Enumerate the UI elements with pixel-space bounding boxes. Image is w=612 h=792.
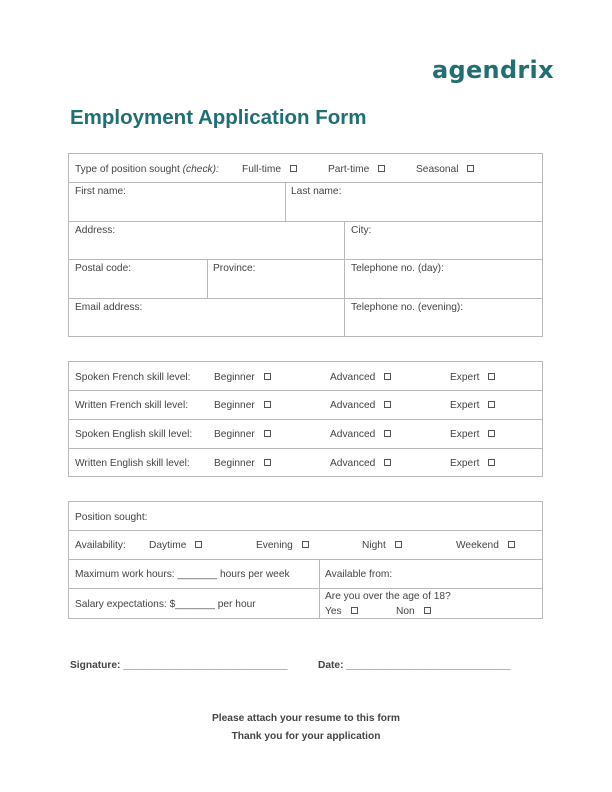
beginner-checkbox[interactable] — [264, 373, 271, 380]
postal-code-label: Postal code: — [75, 263, 132, 274]
age-no-checkbox[interactable] — [424, 607, 431, 614]
date-line[interactable]: Date: _____________________________ — [318, 660, 511, 671]
age-no-option[interactable]: Non — [396, 606, 431, 617]
beginner-option[interactable]: Beginner — [214, 372, 271, 383]
skill-row — [69, 449, 542, 476]
address-label: Address: — [75, 225, 116, 236]
attach-resume-note: Please attach your resume to this form — [212, 713, 400, 724]
advanced-option[interactable]: Advanced — [330, 458, 391, 469]
position-type-row — [69, 154, 542, 183]
beginner-checkbox[interactable] — [264, 459, 271, 466]
expert-checkbox[interactable] — [488, 430, 495, 437]
city-label: City: — [351, 225, 372, 236]
agendrix-logo: agendrix — [432, 56, 554, 84]
night-checkbox[interactable] — [395, 541, 402, 548]
weekend-option[interactable]: Weekend — [456, 540, 515, 551]
beginner-checkbox[interactable] — [264, 401, 271, 408]
daytime-option[interactable]: Daytime — [149, 540, 202, 551]
skill-row — [69, 420, 542, 449]
skill-label: Spoken French skill level: — [75, 372, 191, 383]
advanced-checkbox[interactable] — [384, 459, 391, 466]
position-section — [68, 501, 543, 619]
age-yes-option[interactable]: Yes — [325, 606, 358, 617]
advanced-option[interactable]: Advanced — [330, 372, 391, 383]
email-label: Email address: — [75, 302, 143, 313]
salary-field[interactable] — [69, 589, 319, 618]
telephone-day-label: Telephone no. (day): — [351, 263, 444, 274]
age-question-label: Are you over the age of 18? — [325, 591, 451, 602]
seasonal-option[interactable]: Seasonal — [416, 164, 474, 175]
night-option[interactable]: Night — [362, 540, 402, 551]
skill-label: Written French skill level: — [75, 400, 189, 411]
address-field[interactable] — [69, 222, 344, 259]
max-hours-label: Maximum work hours: _______ hours per week — [75, 569, 290, 580]
last-name-field[interactable] — [285, 183, 542, 221]
name-row — [69, 183, 542, 222]
personal-info-section — [68, 153, 543, 337]
signature-line[interactable]: Signature: _____________________________ — [70, 660, 288, 671]
hours-row — [69, 560, 542, 589]
evening-option[interactable]: Evening — [256, 540, 309, 551]
address-row — [69, 222, 542, 260]
postal-row — [69, 260, 542, 299]
seasonal-checkbox[interactable] — [467, 165, 474, 172]
expert-option[interactable]: Expert — [450, 429, 495, 440]
part-time-checkbox[interactable] — [378, 165, 385, 172]
full-time-checkbox[interactable] — [290, 165, 297, 172]
salary-row — [69, 589, 542, 618]
advanced-checkbox[interactable] — [384, 373, 391, 380]
skill-row — [69, 391, 542, 420]
first-name-field[interactable] — [69, 183, 285, 221]
part-time-option[interactable]: Part-time — [328, 164, 385, 175]
expert-option[interactable]: Expert — [450, 372, 495, 383]
telephone-day-field[interactable] — [344, 260, 542, 298]
expert-checkbox[interactable] — [488, 373, 495, 380]
telephone-evening-label: Telephone no. (evening): — [351, 302, 464, 313]
language-skills-section — [68, 361, 543, 477]
evening-checkbox[interactable] — [302, 541, 309, 548]
advanced-checkbox[interactable] — [384, 430, 391, 437]
position-type-label: Type of position sought (check): — [75, 164, 219, 175]
age-yes-checkbox[interactable] — [351, 607, 358, 614]
telephone-evening-field[interactable] — [344, 299, 542, 336]
expert-option[interactable]: Expert — [450, 400, 495, 411]
daytime-checkbox[interactable] — [195, 541, 202, 548]
available-from-field[interactable] — [319, 560, 542, 588]
expert-checkbox[interactable] — [488, 459, 495, 466]
position-sought-label: Position sought: — [75, 512, 148, 523]
page-title: Employment Application Form — [70, 106, 367, 129]
province-label: Province: — [213, 263, 256, 274]
advanced-option[interactable]: Advanced — [330, 429, 391, 440]
max-hours-field[interactable] — [69, 560, 319, 588]
advanced-checkbox[interactable] — [384, 401, 391, 408]
available-from-label: Available from: — [325, 569, 393, 580]
skill-label: Spoken English skill level: — [75, 429, 193, 440]
expert-checkbox[interactable] — [488, 401, 495, 408]
beginner-option[interactable]: Beginner — [214, 429, 271, 440]
email-field[interactable] — [69, 299, 344, 336]
beginner-checkbox[interactable] — [264, 430, 271, 437]
email-row — [69, 299, 542, 336]
advanced-option[interactable]: Advanced — [330, 400, 391, 411]
age-question-field — [319, 589, 542, 618]
postal-code-field[interactable] — [69, 260, 207, 298]
last-name-label: Last name: — [291, 186, 342, 197]
expert-option[interactable]: Expert — [450, 458, 495, 469]
availability-label: Availability: — [75, 540, 126, 551]
weekend-checkbox[interactable] — [508, 541, 515, 548]
skill-label: Written English skill level: — [75, 458, 190, 469]
thank-you-note: Thank you for your application — [231, 731, 381, 742]
province-field[interactable] — [207, 260, 344, 298]
beginner-option[interactable]: Beginner — [214, 400, 271, 411]
position-sought-row[interactable] — [69, 502, 542, 531]
availability-row — [69, 531, 542, 560]
skill-row — [69, 362, 542, 391]
first-name-label: First name: — [75, 186, 126, 197]
salary-label: Salary expectations: $_______ per hour — [75, 599, 256, 610]
city-field[interactable] — [344, 222, 542, 259]
beginner-option[interactable]: Beginner — [214, 458, 271, 469]
full-time-option[interactable]: Full-time — [242, 164, 297, 175]
